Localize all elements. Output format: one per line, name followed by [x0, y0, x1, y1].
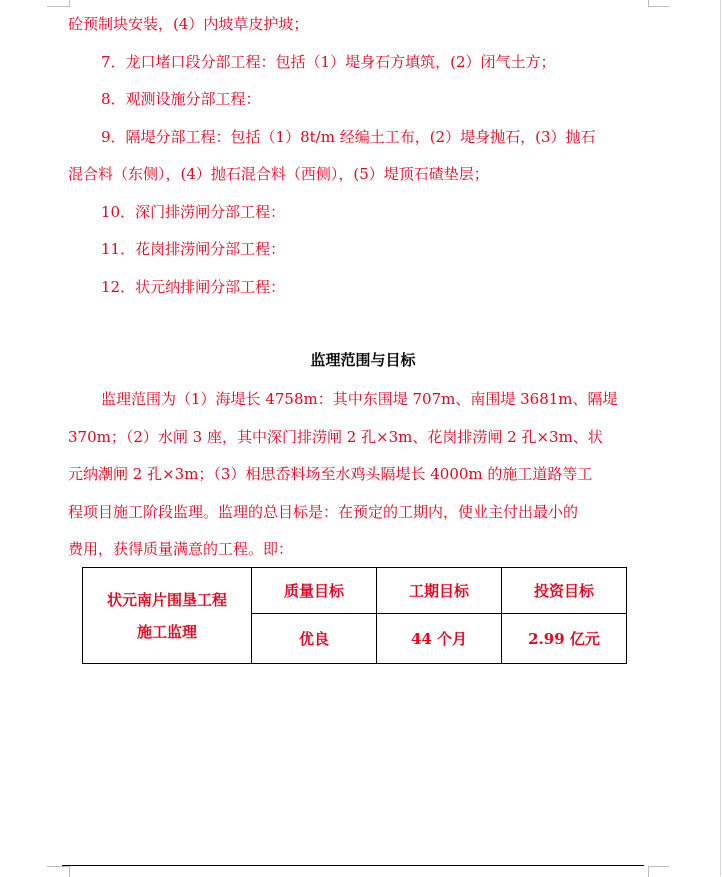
header-quality: 质量目标: [252, 568, 377, 614]
project-name-line1: 状元南片围垦工程: [106, 590, 227, 609]
paragraph-line: 费用，获得质量满意的工程。即：: [68, 540, 294, 558]
goals-table: [82, 567, 627, 664]
paragraph-line: 370m；（2）水闸 3 座，其中深门排涝闸 2 孔×3m、花岗排涝闸 2 孔×3m、状: [68, 428, 603, 446]
table-row: [83, 568, 627, 614]
footer-rule: [62, 865, 644, 866]
paragraph-line: 程项目施工阶段监理。监理的总目标是：在预定的工期内，使业主付出最小的: [68, 503, 579, 521]
header-schedule: 工期目标: [377, 568, 502, 614]
value-quality: 优良: [252, 614, 377, 664]
list-item: 10．深门排涝闸分部工程：: [101, 203, 286, 221]
margin-corner-mark: [648, 0, 669, 7]
list-item: 9．隔堤分部工程：包括（1）8t/m 经编土工布，(2）堤身抛石，(3）抛石: [101, 128, 596, 146]
header-investment: 投资目标: [502, 568, 627, 614]
list-item: 7．龙口堵口段分部工程：包括（1）堤身石方填筑，(2）闭气土方；: [101, 53, 556, 71]
project-name-line2: 施工监理: [136, 622, 197, 641]
paragraph-line: 砼预制块安装，(4）内坡草皮护坡；: [68, 15, 309, 33]
section-heading: 监理范围与目标: [310, 351, 416, 369]
margin-corner-mark: [648, 866, 669, 877]
list-item-continuation: 混合料（东侧），(4）抛石混合料（西侧），(5）堤顶石碴垫层；: [68, 165, 489, 183]
paragraph-line: 元纳潮闸 2 孔×3m；（3）相思岙料场至水鸡头隔堤长 4000m 的施工道路等工: [68, 465, 593, 483]
project-cell: [83, 568, 252, 664]
list-item: 8．观测设施分部工程：: [101, 90, 261, 108]
paragraph-line: 监理范围为（1）海堤长 4758m：其中东围堤 707m、南围堤 3681m、隔堤: [101, 390, 618, 408]
margin-corner-mark: [47, 866, 70, 877]
value-investment: 2.99 亿元: [502, 614, 627, 664]
list-item: 12．状元纳排闸分部工程：: [101, 278, 286, 296]
page-edge: [720, 0, 721, 876]
list-item: 11．花岗排涝闸分部工程：: [101, 240, 286, 258]
value-schedule: 44 个月: [377, 614, 502, 664]
margin-corner-mark: [47, 0, 70, 7]
